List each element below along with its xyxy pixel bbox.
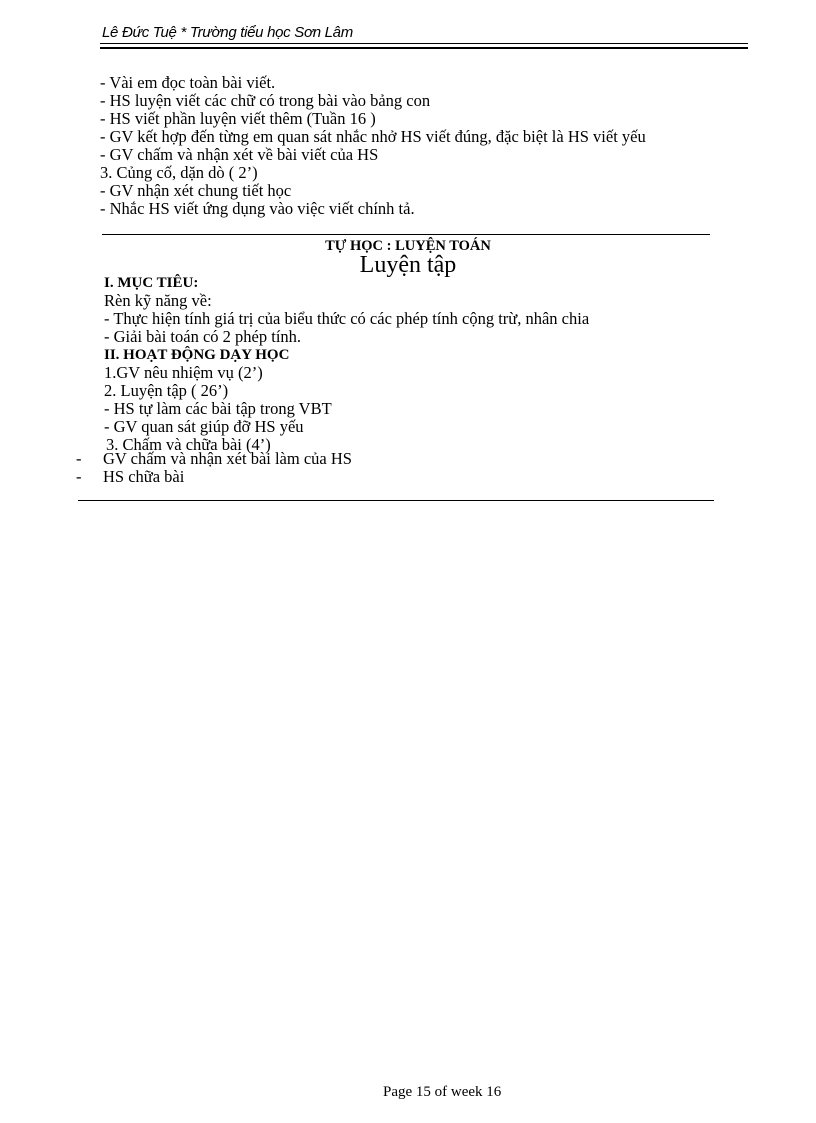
header-rule-thin [100,43,748,44]
bullet-dash: - [76,449,82,468]
lesson-subject: TỰ HỌC : LUYỆN TOÁN [325,238,491,254]
text-line: 1.GV nêu nhiệm vụ (2’) [104,363,263,382]
page-header: Lê Đức Tuệ * Trường tiểu học Sơn Lâm [102,24,353,41]
text-line: - HS viết phần luyện viết thêm (Tuần 16 ) [100,109,376,128]
section-separator-bottom [78,500,714,501]
text-line: - GV kết hợp đến từng em quan sát nhắc nhở HS viết đúng, đặc biệt là HS viết yếu [100,127,646,146]
bullet-dash: - [76,467,82,486]
text-line: - GV chấm và nhận xét về bài viết của HS [100,145,379,164]
lesson-title: Luyện tập [359,252,457,278]
list-item [76,468,352,486]
header-rule-thick [100,47,748,49]
text-line: - HS tự làm các bài tập trong VBT [104,399,332,418]
text-line: - Nhắc HS viết ứng dụng vào việc viết chính tả. [100,199,415,218]
page-footer: Page 15 of week 16 [383,1084,502,1100]
grading-heading: 3. Chấm và chữa bài (4’) [106,435,271,454]
text-line: - HS luyện viết các chữ có trong bài vào bảng con [100,91,431,110]
text-line: - GV quan sát giúp đỡ HS yếu [104,417,304,436]
text-line: 3. Củng cố, dặn dò ( 2’) [100,163,258,182]
text-line: - GV nhận xét chung tiết học [100,181,292,200]
grading-list [76,450,352,486]
text-line: - Thực hiện tính giá trị của biểu thức có các phép tính cộng trừ, nhân chia [104,309,590,328]
list-item-text: HS chữa bài [103,467,185,486]
text-line: Rèn kỹ năng về: [104,291,212,310]
list-item-text: GV chấm và nhận xét bài làm của HS [103,449,352,468]
text-line: - Giải bài toán có 2 phép tính. [104,327,302,346]
activities-heading: II. HOẠT ĐỘNG DẠY HỌC [104,347,290,363]
objectives-heading: I. MỤC TIÊU: [104,275,199,291]
section-separator [102,234,710,235]
text-line: 2. Luyện tập ( 26’) [104,381,229,400]
list-item [76,450,352,468]
previous-lesson-section [100,74,646,218]
lesson-body [104,274,589,454]
text-line: - Vài em đọc toàn bài viết. [100,73,276,92]
